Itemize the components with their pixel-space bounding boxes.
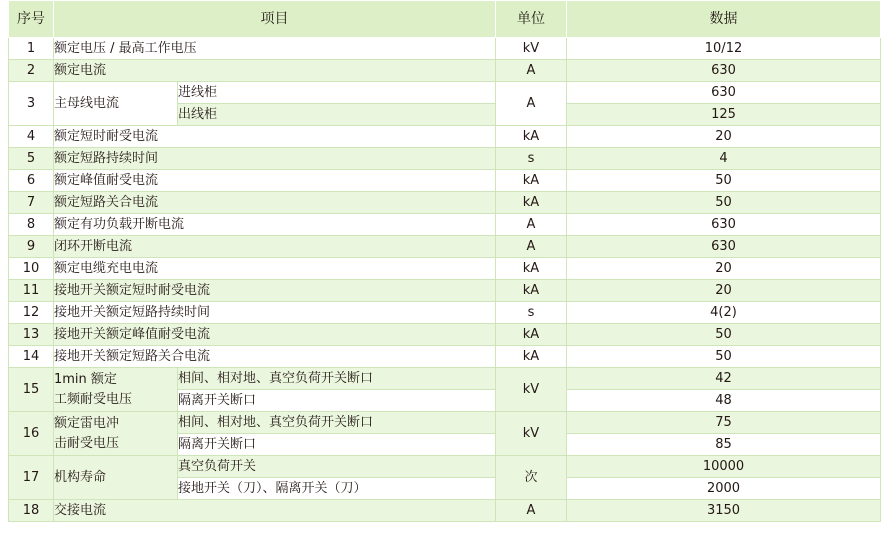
row-seq: 12 <box>9 302 54 324</box>
header-data: 数据 <box>567 1 881 38</box>
row-item: 接地开关额定峰值耐受电流 <box>54 324 496 346</box>
row-value: 50 <box>567 324 881 346</box>
table-row <box>9 500 881 522</box>
header-item: 项目 <box>54 1 496 38</box>
row-sub-label: 进线柜 <box>178 82 496 104</box>
header-unit: 单位 <box>496 1 567 38</box>
row-item-line: 额定雷电冲 <box>54 415 120 431</box>
row-item: 额定有功负载开断电流 <box>54 214 496 236</box>
row-item-line: 工频耐受电压 <box>54 391 133 407</box>
row-item: 额定短时耐受电流 <box>54 126 496 148</box>
row-unit: kA <box>496 346 567 368</box>
table-row <box>9 346 881 368</box>
row-value: 630 <box>567 236 881 258</box>
row-value: 630 <box>567 214 881 236</box>
row-item: 额定电压 / 最高工作电压 <box>54 38 496 60</box>
row-item-line: 1min 额定 <box>54 371 117 387</box>
row-unit: 次 <box>496 456 567 500</box>
row-item <box>54 412 178 456</box>
table-row <box>9 368 881 390</box>
row-item: 主母线电流 <box>54 82 178 126</box>
row-value: 20 <box>567 258 881 280</box>
row-value: 85 <box>567 434 881 456</box>
row-value: 2000 <box>567 478 881 500</box>
table-row <box>9 148 881 170</box>
table-row <box>9 82 881 104</box>
row-unit: kA <box>496 126 567 148</box>
row-seq: 7 <box>9 192 54 214</box>
table-row <box>9 412 881 434</box>
spec-table <box>8 0 881 522</box>
row-value: 10000 <box>567 456 881 478</box>
row-item: 额定短路关合电流 <box>54 192 496 214</box>
row-seq: 3 <box>9 82 54 126</box>
row-sub-label: 相间、相对地、真空负荷开关断口 <box>178 412 496 434</box>
row-seq: 16 <box>9 412 54 456</box>
row-unit: kA <box>496 280 567 302</box>
table-row <box>9 280 881 302</box>
row-item: 接地开关额定短路关合电流 <box>54 346 496 368</box>
row-unit: A <box>496 82 567 126</box>
row-seq: 8 <box>9 214 54 236</box>
row-sub-label: 出线柜 <box>178 104 496 126</box>
row-sub-label: 真空负荷开关 <box>178 456 496 478</box>
row-value: 48 <box>567 390 881 412</box>
row-seq: 1 <box>9 38 54 60</box>
row-sub-label: 隔离开关断口 <box>178 434 496 456</box>
row-value: 3150 <box>567 500 881 522</box>
row-seq: 5 <box>9 148 54 170</box>
row-seq: 11 <box>9 280 54 302</box>
table-row <box>9 214 881 236</box>
header-row <box>9 1 881 38</box>
table-row <box>9 60 881 82</box>
row-item: 额定峰值耐受电流 <box>54 170 496 192</box>
table-row <box>9 324 881 346</box>
row-value: 20 <box>567 280 881 302</box>
row-seq: 2 <box>9 60 54 82</box>
row-item <box>54 368 178 412</box>
row-value: 75 <box>567 412 881 434</box>
row-seq: 15 <box>9 368 54 412</box>
row-seq: 6 <box>9 170 54 192</box>
row-value: 4(2) <box>567 302 881 324</box>
table-row <box>9 38 881 60</box>
row-value: 20 <box>567 126 881 148</box>
row-value: 125 <box>567 104 881 126</box>
table-row <box>9 126 881 148</box>
table-row <box>9 236 881 258</box>
row-item: 额定电缆充电电流 <box>54 258 496 280</box>
row-item: 交接电流 <box>54 500 496 522</box>
row-value: 630 <box>567 82 881 104</box>
row-unit: s <box>496 148 567 170</box>
row-value: 4 <box>567 148 881 170</box>
row-unit: A <box>496 60 567 82</box>
row-unit: kV <box>496 38 567 60</box>
row-value: 10/12 <box>567 38 881 60</box>
row-seq: 13 <box>9 324 54 346</box>
row-value: 50 <box>567 346 881 368</box>
table-row <box>9 258 881 280</box>
row-unit: kA <box>496 192 567 214</box>
row-unit: kA <box>496 324 567 346</box>
table-row <box>9 456 881 478</box>
row-seq: 10 <box>9 258 54 280</box>
row-sub-label: 相间、相对地、真空负荷开关断口 <box>178 368 496 390</box>
table-row <box>9 302 881 324</box>
table-row <box>9 170 881 192</box>
row-seq: 18 <box>9 500 54 522</box>
row-value: 50 <box>567 170 881 192</box>
row-value: 50 <box>567 192 881 214</box>
header-seq: 序号 <box>9 1 54 38</box>
row-item: 机构寿命 <box>54 456 178 500</box>
row-value: 42 <box>567 368 881 390</box>
row-unit: kV <box>496 368 567 412</box>
row-item: 接地开关额定短时耐受电流 <box>54 280 496 302</box>
row-value: 630 <box>567 60 881 82</box>
row-unit: A <box>496 500 567 522</box>
row-seq: 4 <box>9 126 54 148</box>
row-item: 额定电流 <box>54 60 496 82</box>
row-item: 闭环开断电流 <box>54 236 496 258</box>
row-unit: A <box>496 214 567 236</box>
row-seq: 17 <box>9 456 54 500</box>
row-sub-label: 接地开关（刀）、隔离开关（刀） <box>178 478 496 500</box>
row-unit: kA <box>496 258 567 280</box>
row-item-line: 击耐受电压 <box>54 435 120 451</box>
row-unit: s <box>496 302 567 324</box>
table-row <box>9 192 881 214</box>
row-unit: kV <box>496 412 567 456</box>
row-unit: kA <box>496 170 567 192</box>
row-unit: A <box>496 236 567 258</box>
row-sub-label: 隔离开关断口 <box>178 390 496 412</box>
row-seq: 9 <box>9 236 54 258</box>
row-item: 接地开关额定短路持续时间 <box>54 302 496 324</box>
row-seq: 14 <box>9 346 54 368</box>
row-item: 额定短路持续时间 <box>54 148 496 170</box>
